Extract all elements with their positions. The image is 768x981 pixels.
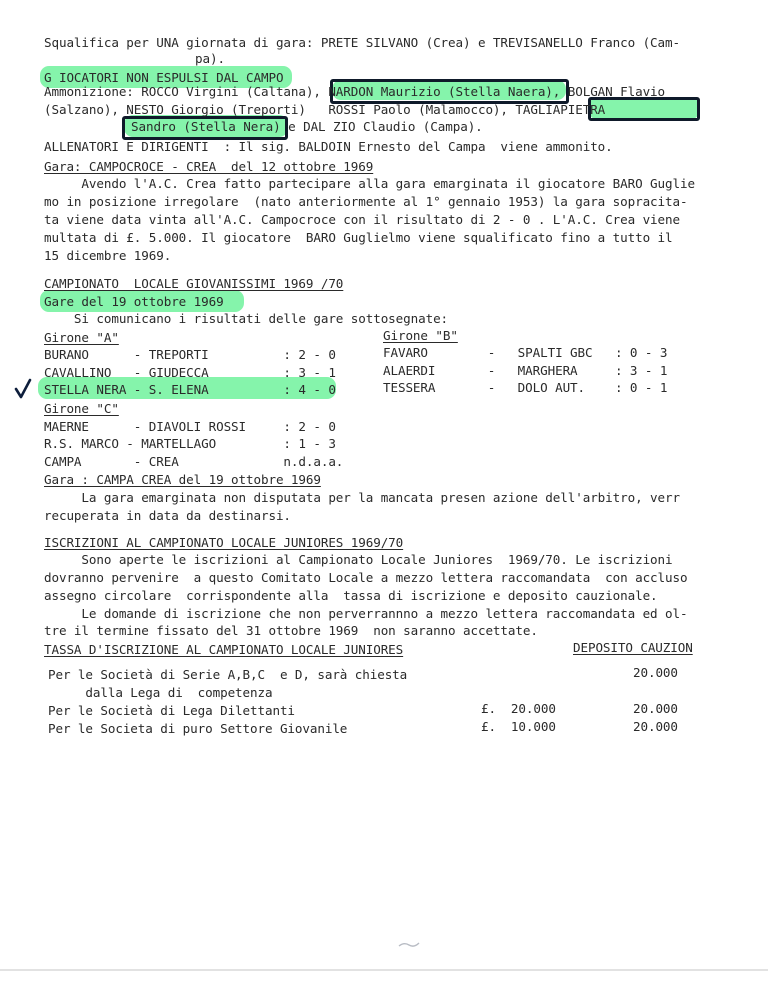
allenatori-line: ALLENATORI E DIRIGENTI : Il sig. BALDOIN Ernesto del Campa viene ammonito. <box>44 139 613 154</box>
iscrizioni-para-3: assegno circolare corrispondente alla tassa di iscrizione e deposito cauzionale. <box>44 588 658 603</box>
gare-19-ottobre-heading: Gare del 19 ottobre 1969 <box>44 294 224 309</box>
comunicano-line: Si comunicano i risultati delle gare sottosegnate: <box>44 311 449 326</box>
campocroce-para-4: multata di £. 5.000. Il giocatore BARO Guglielmo viene squalificato fino a tutto il <box>44 230 673 245</box>
campa-para-2: recuperata in data da destinarsi. <box>44 508 291 523</box>
ammonizione-line-2: (Salzano), NESTO Giorgio (Treporti) ROSSI Paolo (Malamocco), TAGLIAPIETRA <box>44 102 606 117</box>
result-row-burano: BURANO - TREPORTI : 2 - 0 <box>44 347 336 362</box>
squalifica-line: Squalifica per UNA giornata di gara: PRETE SILVANO (Crea) e TREVISANELLO Franco (Cam- <box>44 35 680 50</box>
girone-c-heading: Girone "C" <box>44 401 119 416</box>
result-row-favaro: FAVARO - SPALTI GBC : 0 - 3 <box>383 345 668 360</box>
iscrizioni-para-2: dovranno pervenire a questo Comitato Locale a mezzo lettera raccomandata con accluso <box>44 570 688 585</box>
iscrizioni-heading: ISCRIZIONI AL CAMPIONATO LOCALE JUNIORES 1969/70 <box>44 535 404 550</box>
deposito-giovanile: 20.000 <box>633 719 678 734</box>
fee-row-serie-abcd: Per le Società di Serie A,B,C e D, sarà chiesta <box>48 667 408 682</box>
squalifica-line-cont: pa). <box>195 51 225 66</box>
campocroce-para-5: 15 dicembre 1969. <box>44 248 172 263</box>
deposito-serie-abcd: 20.000 <box>633 665 678 680</box>
fee-row-giovanile: Per le Societa di puro Settore Giovanile <box>48 721 348 736</box>
ammonizione-line-1: Ammonizione: ROCCO Virgini (Caltana), NARDON Maurizio (Stella Naera), BOLGAN Flavio <box>44 84 666 99</box>
result-row-stella-nera: STELLA NERA - S. ELENA : 4 - 0 <box>44 382 336 397</box>
fee-row-dilettanti: Per le Società di Lega Dilettanti <box>48 703 295 718</box>
result-row-tessera: TESSERA - DOLO AUT. : 0 - 1 <box>383 380 668 395</box>
ink-smudge-mark <box>398 940 420 948</box>
ammonizione-line-3: Sandro (Stella Nera) e DAL ZIO Claudio (Campa). <box>131 119 483 134</box>
campocroce-para-1: Avendo l'A.C. Crea fatto partecipare alla gara emarginata il giocatore BARO Guglie <box>44 176 695 191</box>
result-row-cavallino: CAVALLINO - GIUDECCA : 3 - 1 <box>44 365 336 380</box>
gara-campa-heading: Gara : CAMPA CREA del 19 ottobre 1969 <box>44 472 321 487</box>
result-row-campa: CAMPA - CREA n.d.a.a. <box>44 454 344 469</box>
check-mark-icon <box>14 378 32 400</box>
tassa-dilettanti: £. 20.000 <box>481 701 556 716</box>
iscrizioni-para-5: tre il termine fissato del 31 ottobre 1969 non saranno accettate. <box>44 623 538 638</box>
fee-row-serie-abcd-cont: dalla Lega di competenza <box>48 685 273 700</box>
gara-campocroce-heading: Gara: CAMPOCROCE - CREA del 12 ottobre 1969 <box>44 159 374 174</box>
iscrizioni-para-1: Sono aperte le iscrizioni al Campionato Locale Juniores 1969/70. Le iscrizioni <box>44 552 673 567</box>
result-row-maerne: MAERNE - DIAVOLI ROSSI : 2 - 0 <box>44 419 336 434</box>
campa-para-1: La gara emarginata non disputata per la mancata presen azione dell'arbitro, verr <box>44 490 680 505</box>
girone-b-heading: Girone "B" <box>383 328 458 343</box>
girone-a-heading: Girone "A" <box>44 330 119 345</box>
page-bottom-edge <box>0 969 768 971</box>
iscrizioni-para-4: Le domande di iscrizione che non perverrannno a mezzo lettera raccomandata ed ol- <box>44 606 688 621</box>
campocroce-para-3: ta viene data vinta all'A.C. Campocroce con il risultato di 2 - 0 . L'A.C. Crea viene <box>44 212 680 227</box>
giocatori-heading: G IOCATORI NON ESPULSI DAL CAMPO <box>44 70 284 85</box>
tassa-giovanile: £. 10.000 <box>481 719 556 734</box>
tassa-heading: TASSA D'ISCRIZIONE AL CAMPIONATO LOCALE JUNIORES <box>44 642 404 657</box>
result-row-alaerdi: ALAERDI - MARGHERA : 3 - 1 <box>383 363 668 378</box>
giovanissimi-heading: CAMPIONATO LOCALE GIOVANISSIMI 1969 /70 <box>44 276 344 291</box>
campocroce-para-2: mo in posizione irregolare (nato anteriormente al 1° gennaio 1953) la gara sopracita- <box>44 194 688 209</box>
deposito-cauzion-heading: DEPOSITO CAUZION <box>573 640 693 655</box>
deposito-dilettanti: 20.000 <box>633 701 678 716</box>
result-row-rs-marco: R.S. MARCO - MARTELLAGO : 1 - 3 <box>44 436 336 451</box>
